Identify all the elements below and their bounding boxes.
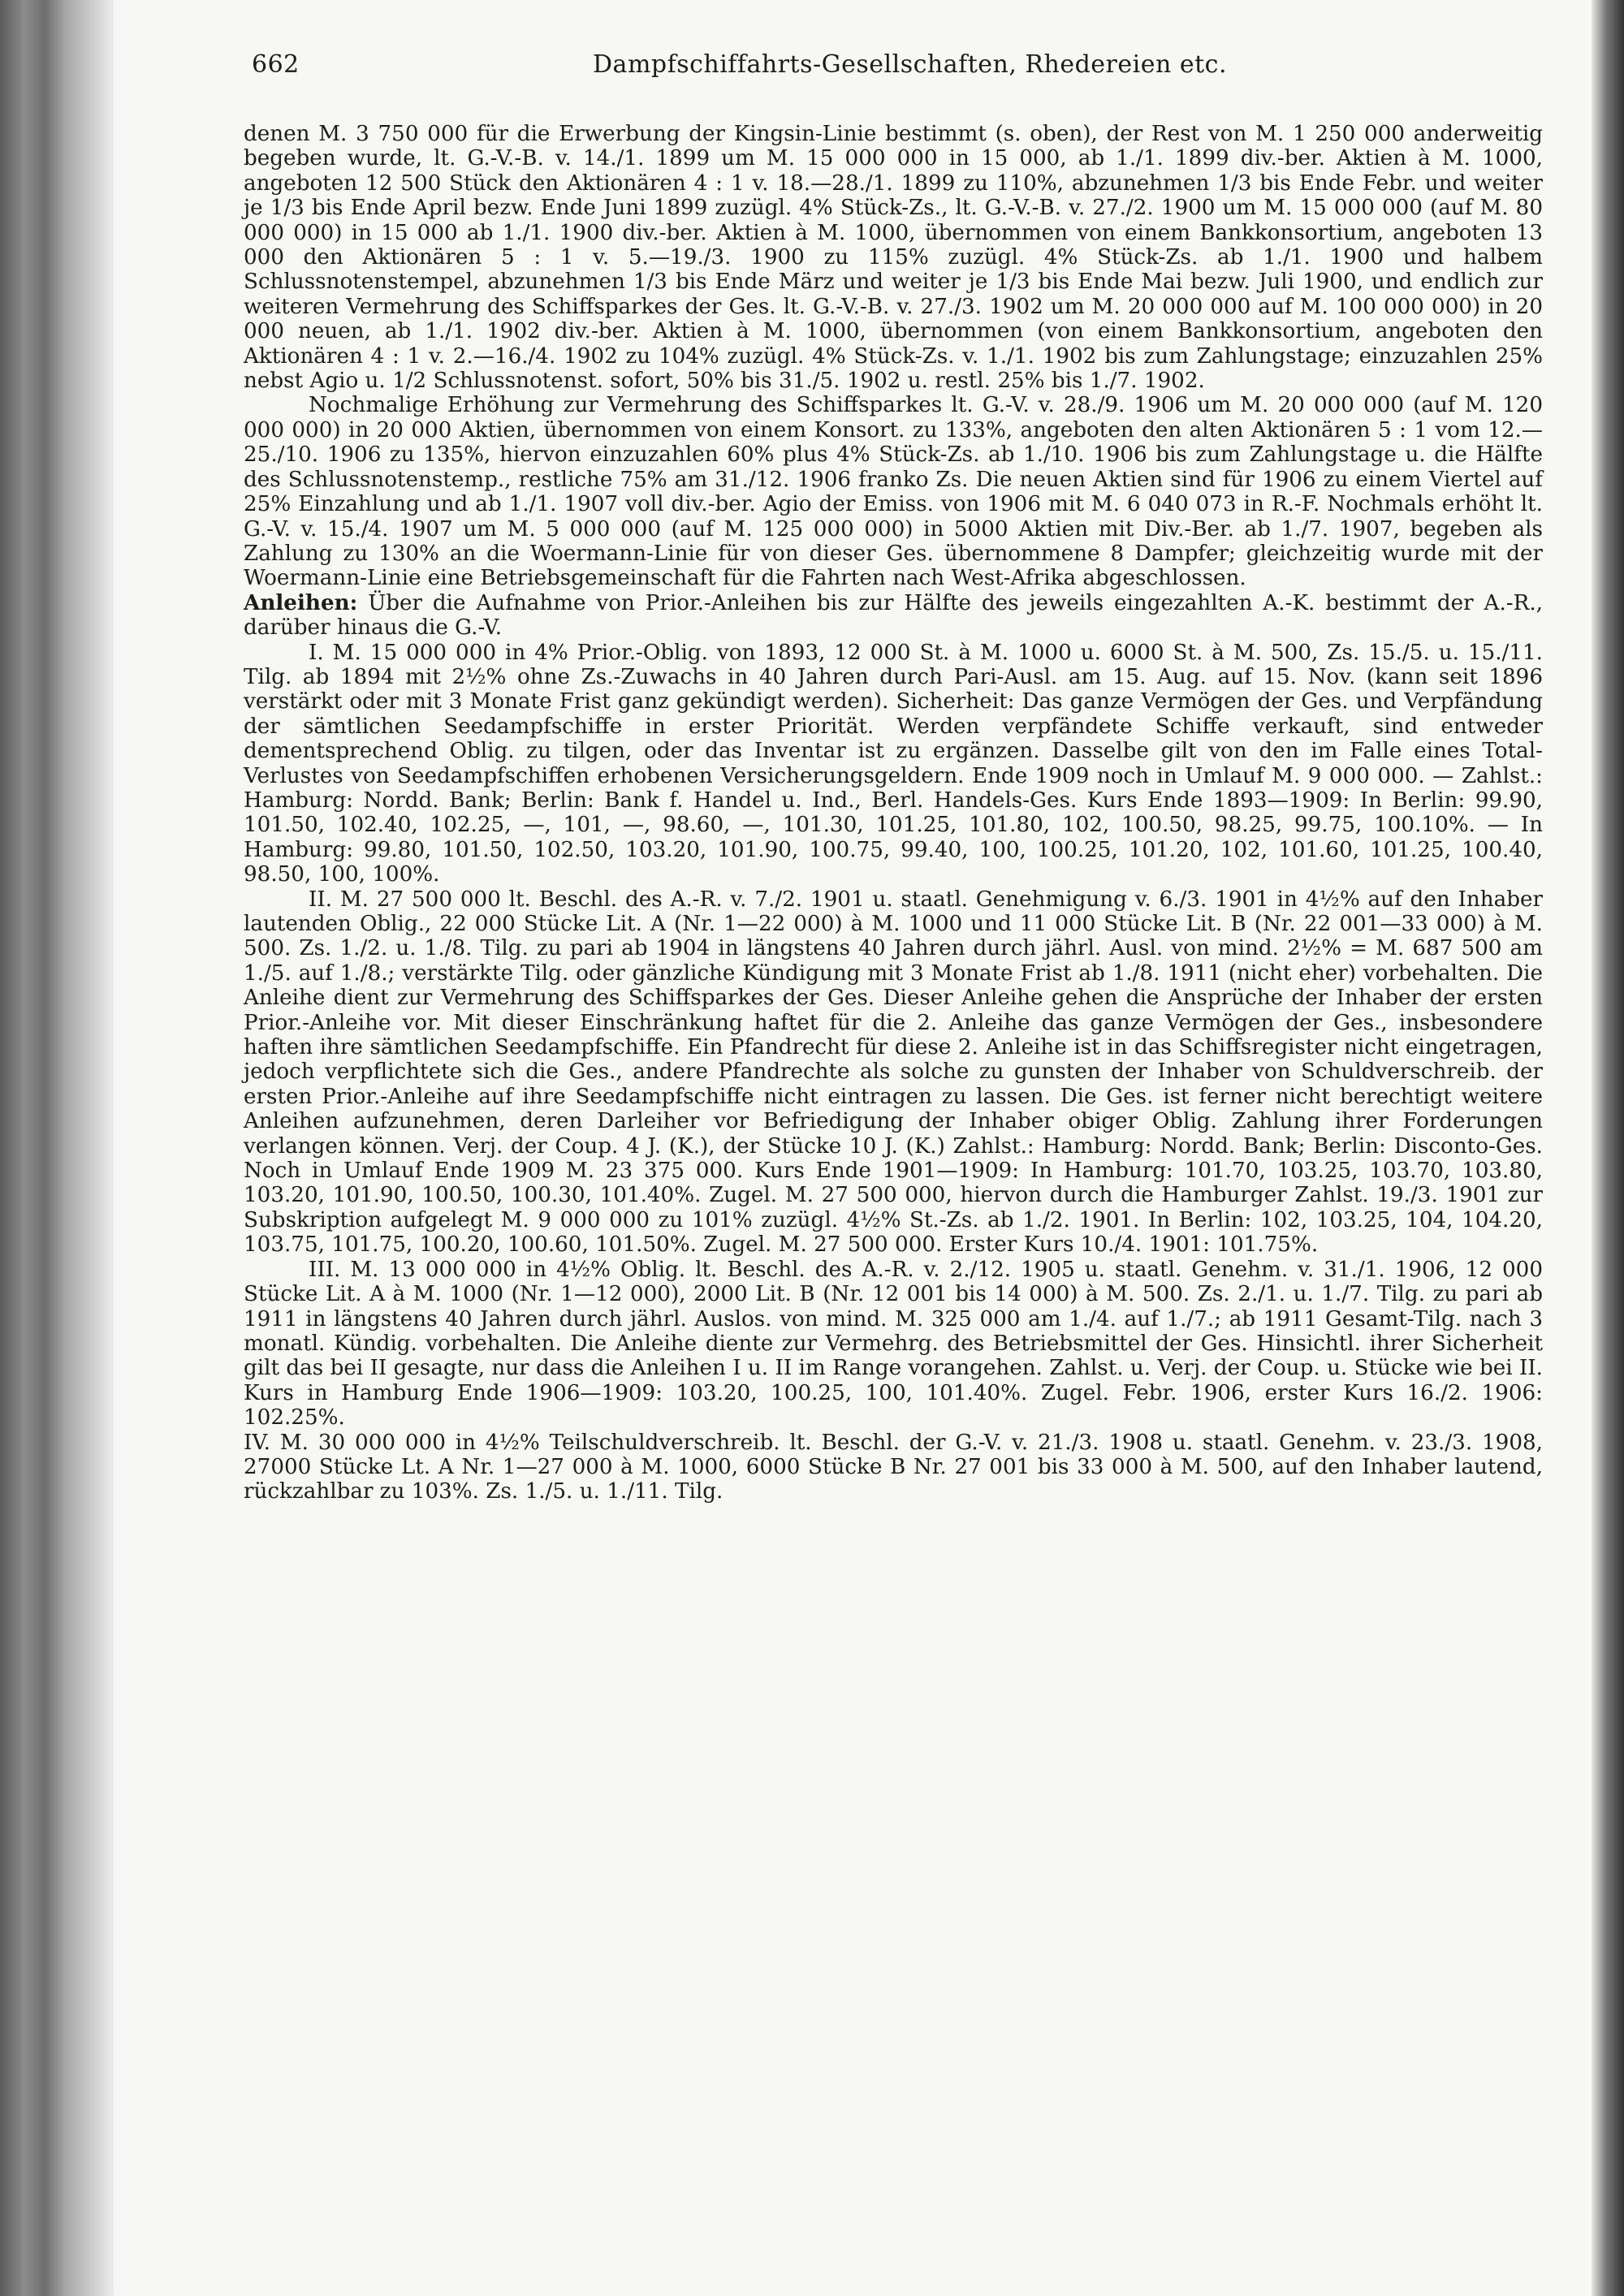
running-header — [138, 50, 1551, 91]
paragraph-capital-increase-1906-1907: Nochmalige Erhöhung zur Vermehrung des Schiffsparkes lt. G.-V. v. 28./9. 1906 um M. 20 000 000 (auf M. 120 000 000) in 20 000 Aktien, übernommen von einem Konsort. zu 133%, angeboten den alten Aktionären 5 : 1 vom 12.—25./10. 1906 zu 135%, hiervon einzuzahlen 60% plus 4% Stück-Zs. ab 1./10. 1906 bis zum Zahlungstage u. die Hälfte des Schlussnotenstemp., restliche 75% am 31./12. 1906 franko Zs. Die neuen Aktien sind für 1906 zu einem Viertel auf 25% Einzahlung und ab 1./1. 1907 voll div.-ber. Agio der Emiss. von 1906 mit M. 6 040 073 in R.-F. Nochmals erhöht lt. G.-V. v. 15./4. 1907 um M. 5 000 000 (auf M. 125 000 000) in 5000 Aktien mit Div.-Ber. ab 1./7. 1907, begeben als Zahlung zu 130% an die Woermann-Linie für von dieser Ges. übernommene 8 Dampfer; gleichzeitig wurde mit der Woermann-Linie eine Betriebsgemeinschaft für die Fahrten nach West-Afrika abgeschlossen. — [244, 393, 1543, 591]
scan-edge-left — [0, 0, 114, 2296]
paragraph-capital-increase-1899-1902: denen M. 3 750 000 für die Erwerbung der Kingsin-Linie bestimmt (s. oben), der Rest von M. 1 250 000 anderweitig begeben wurde, lt. G.-V.-B. v. 14./1. 1899 um M. 15 000 000 in 15 000, ab 1./1. 1899 div.-ber. Aktien à M. 1000, angeboten 12 500 Stück den Aktionären 4 : 1 v. 18.—28./1. 1899 zu 110%, abzunehmen 1/3 bis Ende Febr. und weiter je 1/3 bis Ende April bezw. Ende Juni 1899 zuzügl. 4% Stück-Zs., lt. G.-V.-B. v. 27./2. 1900 um M. 15 000 000 (auf M. 80 000 000) in 15 000 ab 1./1. 1900 div.-ber. Aktien à M. 1000, übernommen von einem Bankkonsortium, angeboten 13 000 den Aktionären 5 : 1 v. 5.—19./3. 1900 zu 115% zuzügl. 4% Stück-Zs. ab 1./1. 1900 und halbem Schlussnotenstempel, abzunehmen 1/3 bis Ende März und weiter je 1/3 bis Ende Mai bezw. Juli 1900, und endlich zur weiteren Vermehrung des Schiffsparkes der Ges. lt. G.-V.-B. v. 27./3. 1902 um M. 20 000 000 auf M. 100 000 000) in 20 000 neuen, ab 1./1. 1902 div.-ber. Aktien à M. 1000, übernommen (von einem Bankkonsortium, angeboten den Aktionären 4 : 1 v. 2.—16./4. 1902 zu 104% zuzügl. 4% Stück-Zs. v. 1./1. 1902 bis zum Zahlungstage; einzuzahlen 25% nebst Agio u. 1/2 Schlussnotenst. sofort, 50% bis 31./5. 1902 u. restl. 25% bis 1./7. 1902. — [244, 122, 1543, 394]
paragraph-anleihe-iv: IV. M. 30 000 000 in 4½% Teilschuldverschreib. lt. Beschl. der G.-V. v. 21./3. 1908 u. staatl. Genehm. v. 23./3. 1908, 27000 Stücke Lt. A Nr. 1—27 000 à M. 1000, 6000 Stücke B Nr. 27 001 bis 33 000 à M. 500, auf den Inhaber lautend, rückzahlbar zu 103%. Zs. 1./5. u. 1./11. Tilg. — [244, 1430, 1543, 1504]
scan-edge-right — [1592, 0, 1624, 2296]
document-body — [244, 122, 1543, 1504]
paragraph-anleihe-iii: III. M. 13 000 000 in 4½% Oblig. lt. Beschl. des A.-R. v. 2./12. 1905 u. staatl. Genehm. v. 31./1. 1906, 12 000 Stücke Lit. A à M. 1000 (Nr. 1—12 000), 2000 Lit. B (Nr. 12 001 bis 14 000) à M. 500. Zs. 2./1. u. 1./7. Tilg. zu pari ab 1911 in längstens 40 Jahren durch jährl. Auslos. von mind. M. 325 000 am 1./4. auf 1./7.; ab 1911 Gesamt-Tilg. nach 3 monatl. Kündig. vorbehalten. Die Anleihe diente zur Vermehrg. des Betriebsmittel der Ges. Hinsichtl. ihrer Sicherheit gilt das bei II gesagte, nur dass die Anleihen I u. II im Range vorangehen. Zahlst. u. Verj. der Coup. u. Stücke wie bei II. Kurs in Hamburg Ende 1906—1909: 103.20, 100.25, 100, 101.40%. Zugel. Febr. 1906, erster Kurs 16./2. 1906: 102.25%. — [244, 1257, 1543, 1431]
anleihen-intro-text: Über die Aufnahme von Prior.-Anleihen bis zur Hälfte des jeweils eingezahlten A.-K. bestimmt der A.-R., darüber hinaus die G.-V. — [244, 590, 1543, 641]
section-lead-anleihen: Anleihen: — [244, 589, 358, 615]
paragraph-anleihe-ii: II. M. 27 500 000 lt. Beschl. des A.-R. v. 7./2. 1901 u. staatl. Genehmigung v. 6./3. 1901 in 4½% auf den Inhaber lautenden Oblig., 22 000 Stücke Lit. A (Nr. 1—22 000) à M. 1000 und 11 000 Stücke Lit. B (Nr. 22 001—33 000) à M. 500. Zs. 1./2. u. 1./8. Tilg. zu pari ab 1904 in längstens 40 Jahren durch jährl. Ausl. von mind. 2½% = M. 687 500 am 1./5. auf 1./8.; verstärkte Tilg. oder gänzliche Kündigung mit 3 Monate Frist ab 1./8. 1911 (nicht eher) vorbehalten. Die Anleihe dient zur Vermehrung des Schiffsparkes der Ges. Dieser Anleihe gehen die Ansprüche der Inhaber der ersten Prior.-Anleihe vor. Mit dieser Einschränkung haftet für die 2. Anleihe das ganze Vermögen der Ges., insbesondere haften ihre sämtlichen Seedampfschiffe. Ein Pfandrecht für diese 2. Anleihe ist in das Schiffsregister nicht eingetragen, jedoch verpflichtete sich die Ges., andere Pfandrechte als solche zu gunsten der Inhaber von Schuldverschreib. der ersten Prior.-Anleihe auf ihre Seedampfschiffe nicht eintragen zu lassen. Die Ges. ist ferner nicht berechtigt weitere Anleihen aufzunehmen, deren Darleiher vor Befriedigung der Inhaber obiger Oblig. Zahlung ihrer Forderungen verlangen können. Verj. der Coup. 4 J. (K.), der Stücke 10 J. (K.) Zahlst.: Hamburg: Nordd. Bank; Berlin: Disconto-Ges. Noch in Umlauf Ende 1909 M. 23 375 000. Kurs Ende 1901—1909: In Hamburg: 101.70, 103.25, 103.70, 103.80, 103.20, 101.90, 100.50, 100.30, 101.40%. Zugel. M. 27 500 000, hiervon durch die Hamburger Zahlst. 19./3. 1901 zur Subskription aufgelegt M. 9 000 000 zu 101% zuzügl. 4½% St.-Zs. ab 1./2. 1901. In Berlin: 102, 103.25, 104, 104.20, 103.75, 101.75, 100.20, 100.60, 101.50%. Zugel. M. 27 500 000. Erster Kurs 10./4. 1901: 101.75%. — [244, 887, 1543, 1258]
running-title: Dampfschiffahrts-Gesellschaften, Rhedereien etc. — [593, 50, 1227, 79]
paragraph-anleihen-intro — [244, 591, 1543, 641]
paragraph-anleihe-i: I. M. 15 000 000 in 4% Prior.-Oblig. von 1893, 12 000 St. à M. 1000 u. 6000 St. à M. 500, Zs. 15./5. u. 15./11. Tilg. ab 1894 mit 2½% ohne Zs.-Zuwachs in 40 Jahren durch Pari-Ausl. am 15. Aug. auf 15. Nov. (kann seit 1896 verstärkt oder mit 3 Monate Frist ganz gekündigt werden). Sicherheit: Das ganze Vermögen der Ges. und Verpfändung der sämtlichen Seedampfschiffe in erster Priorität. Werden verpfändete Schiffe verkauft, sind entweder dementsprechend Oblig. zu tilgen, oder das Inventar ist zu ergänzen. Dasselbe gilt von den im Falle eines Total-Verlustes von Seedampfschiffen erhobenen Versicherungsgeldern. Ende 1909 noch in Umlauf M. 9 000 000. — Zahlst.: Hamburg: Nordd. Bank; Berlin: Bank f. Handel u. Ind., Berl. Handels-Ges. Kurs Ende 1893—1909: In Berlin: 99.90, 101.50, 102.40, 102.25, —, 101, —, 98.60, —, 101.30, 101.25, 101.80, 102, 100.50, 98.25, 99.75, 100.10%. — In Hamburg: 99.80, 101.50, 102.50, 103.20, 101.90, 100.75, 99.40, 100, 100.25, 101.20, 102, 101.60, 101.25, 100.40, 98.50, 100, 100%. — [244, 640, 1543, 887]
page-number: 662 — [252, 50, 300, 79]
